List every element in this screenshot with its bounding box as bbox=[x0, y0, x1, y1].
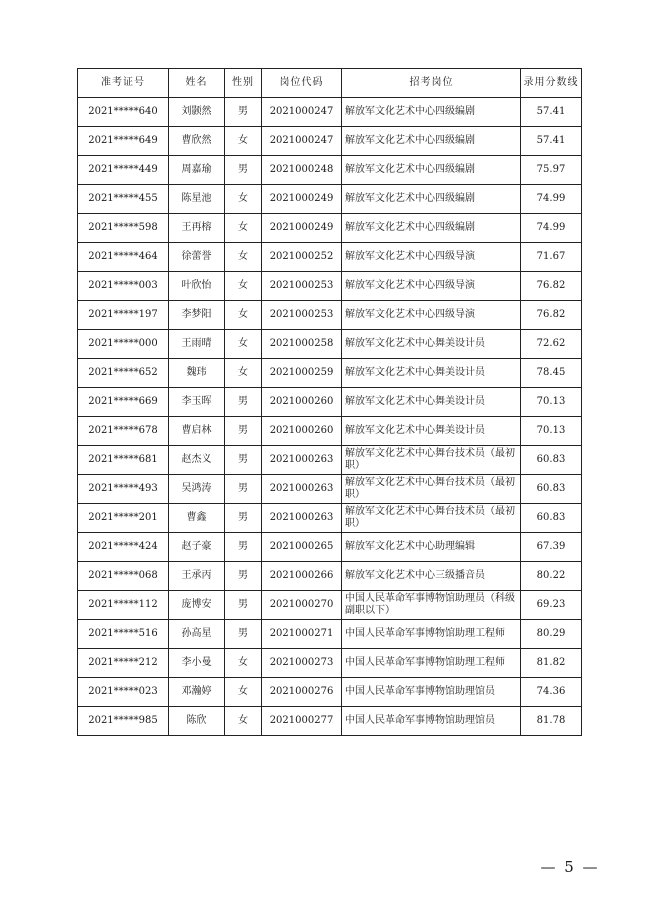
cell-name: 李玉晖 bbox=[169, 388, 225, 417]
cell-score: 60.83 bbox=[521, 446, 582, 475]
cell-gender: 女 bbox=[225, 707, 262, 736]
cell-post-code: 2021000271 bbox=[262, 620, 342, 649]
cell-gender: 男 bbox=[225, 591, 262, 620]
cell-score: 67.39 bbox=[521, 533, 582, 562]
table-row bbox=[78, 562, 582, 591]
cell-post: 解放军文化艺术中心四级编剧 bbox=[342, 127, 521, 156]
cell-score: 81.78 bbox=[521, 707, 582, 736]
cell-score: 74.99 bbox=[521, 214, 582, 243]
cell-post: 解放军文化艺术中心四级导演 bbox=[342, 272, 521, 301]
cell-post: 中国人民革命军事博物馆助理员（科级副职以下） bbox=[342, 591, 521, 620]
cell-name: 邓瀚婷 bbox=[169, 678, 225, 707]
cell-score: 80.29 bbox=[521, 620, 582, 649]
cell-gender: 女 bbox=[225, 214, 262, 243]
cell-post: 解放军文化艺术中心三级播音员 bbox=[342, 562, 521, 591]
cell-gender: 男 bbox=[225, 417, 262, 446]
admission-score-table bbox=[77, 68, 582, 736]
cell-post: 解放军文化艺术中心四级编剧 bbox=[342, 156, 521, 185]
cell-exam-id: 2021*****000 bbox=[78, 330, 169, 359]
header-post: 招考岗位 bbox=[342, 69, 521, 98]
cell-post-code: 2021000253 bbox=[262, 272, 342, 301]
cell-gender: 女 bbox=[225, 678, 262, 707]
cell-exam-id: 2021*****464 bbox=[78, 243, 169, 272]
cell-post: 中国人民革命军事博物馆助理工程师 bbox=[342, 649, 521, 678]
cell-post: 中国人民革命军事博物馆助理馆员 bbox=[342, 678, 521, 707]
cell-name: 曹欣然 bbox=[169, 127, 225, 156]
cell-name: 李梦阳 bbox=[169, 301, 225, 330]
cell-post-code: 2021000270 bbox=[262, 591, 342, 620]
cell-exam-id: 2021*****023 bbox=[78, 678, 169, 707]
cell-exam-id: 2021*****212 bbox=[78, 649, 169, 678]
cell-score: 80.22 bbox=[521, 562, 582, 591]
cell-name: 陈欣 bbox=[169, 707, 225, 736]
cell-exam-id: 2021*****003 bbox=[78, 272, 169, 301]
cell-post-code: 2021000263 bbox=[262, 475, 342, 504]
table-row bbox=[78, 388, 582, 417]
cell-gender: 男 bbox=[225, 562, 262, 591]
table-row bbox=[78, 678, 582, 707]
table-row bbox=[78, 591, 582, 620]
cell-exam-id: 2021*****681 bbox=[78, 446, 169, 475]
header-score-line: 录用分数线 bbox=[521, 69, 582, 98]
cell-post-code: 2021000247 bbox=[262, 98, 342, 127]
cell-post-code: 2021000248 bbox=[262, 156, 342, 185]
cell-exam-id: 2021*****652 bbox=[78, 359, 169, 388]
cell-gender: 女 bbox=[225, 649, 262, 678]
cell-exam-id: 2021*****516 bbox=[78, 620, 169, 649]
cell-name: 王雨晴 bbox=[169, 330, 225, 359]
cell-gender: 女 bbox=[225, 243, 262, 272]
cell-post-code: 2021000273 bbox=[262, 649, 342, 678]
cell-exam-id: 2021*****985 bbox=[78, 707, 169, 736]
cell-gender: 女 bbox=[225, 127, 262, 156]
cell-name: 王承丙 bbox=[169, 562, 225, 591]
cell-exam-id: 2021*****449 bbox=[78, 156, 169, 185]
cell-exam-id: 2021*****649 bbox=[78, 127, 169, 156]
cell-post-code: 2021000259 bbox=[262, 359, 342, 388]
cell-name: 徐蕾誉 bbox=[169, 243, 225, 272]
cell-post: 解放军文化艺术中心舞美设计员 bbox=[342, 359, 521, 388]
cell-post-code: 2021000249 bbox=[262, 185, 342, 214]
table-row bbox=[78, 707, 582, 736]
cell-exam-id: 2021*****669 bbox=[78, 388, 169, 417]
cell-gender: 女 bbox=[225, 185, 262, 214]
cell-name: 曹启林 bbox=[169, 417, 225, 446]
table-row bbox=[78, 533, 582, 562]
cell-gender: 男 bbox=[225, 388, 262, 417]
cell-score: 60.83 bbox=[521, 504, 582, 533]
cell-gender: 男 bbox=[225, 533, 262, 562]
cell-post-code: 2021000252 bbox=[262, 243, 342, 272]
table-row bbox=[78, 243, 582, 272]
cell-name: 曹鑫 bbox=[169, 504, 225, 533]
cell-post: 中国人民革命军事博物馆助理工程师 bbox=[342, 620, 521, 649]
cell-post: 解放军文化艺术中心舞美设计员 bbox=[342, 330, 521, 359]
cell-gender: 女 bbox=[225, 301, 262, 330]
table-row bbox=[78, 98, 582, 127]
table-row bbox=[78, 127, 582, 156]
table-row bbox=[78, 156, 582, 185]
cell-post-code: 2021000263 bbox=[262, 446, 342, 475]
cell-post: 解放军文化艺术中心四级导演 bbox=[342, 243, 521, 272]
header-name: 姓名 bbox=[169, 69, 225, 98]
cell-exam-id: 2021*****424 bbox=[78, 533, 169, 562]
cell-post: 解放军文化艺术中心舞台技术员（最初职） bbox=[342, 475, 521, 504]
cell-gender: 男 bbox=[225, 446, 262, 475]
table-row bbox=[78, 359, 582, 388]
cell-exam-id: 2021*****112 bbox=[78, 591, 169, 620]
cell-gender: 女 bbox=[225, 272, 262, 301]
header-gender: 性别 bbox=[225, 69, 262, 98]
cell-name: 孙高星 bbox=[169, 620, 225, 649]
cell-post: 解放军文化艺术中心舞美设计员 bbox=[342, 388, 521, 417]
cell-score: 69.23 bbox=[521, 591, 582, 620]
cell-name: 赵子豪 bbox=[169, 533, 225, 562]
cell-name: 魏玮 bbox=[169, 359, 225, 388]
cell-post-code: 2021000263 bbox=[262, 504, 342, 533]
cell-score: 70.13 bbox=[521, 388, 582, 417]
cell-name: 陈星池 bbox=[169, 185, 225, 214]
table-row bbox=[78, 185, 582, 214]
table-row bbox=[78, 475, 582, 504]
cell-score: 78.45 bbox=[521, 359, 582, 388]
table-row bbox=[78, 417, 582, 446]
cell-gender: 男 bbox=[225, 156, 262, 185]
cell-post: 解放军文化艺术中心舞台技术员（最初职） bbox=[342, 446, 521, 475]
cell-score: 72.62 bbox=[521, 330, 582, 359]
cell-post: 解放军文化艺术中心助理编辑 bbox=[342, 533, 521, 562]
cell-name: 刘颢然 bbox=[169, 98, 225, 127]
cell-gender: 女 bbox=[225, 359, 262, 388]
header-exam-id: 准考证号 bbox=[78, 69, 169, 98]
cell-post-code: 2021000277 bbox=[262, 707, 342, 736]
cell-score: 74.36 bbox=[521, 678, 582, 707]
cell-post: 解放军文化艺术中心四级编剧 bbox=[342, 185, 521, 214]
cell-post-code: 2021000258 bbox=[262, 330, 342, 359]
cell-post: 解放军文化艺术中心舞美设计员 bbox=[342, 417, 521, 446]
cell-gender: 男 bbox=[225, 98, 262, 127]
cell-name: 庞博安 bbox=[169, 591, 225, 620]
cell-score: 76.82 bbox=[521, 272, 582, 301]
table-row bbox=[78, 649, 582, 678]
cell-exam-id: 2021*****493 bbox=[78, 475, 169, 504]
cell-post-code: 2021000265 bbox=[262, 533, 342, 562]
cell-score: 75.97 bbox=[521, 156, 582, 185]
cell-exam-id: 2021*****068 bbox=[78, 562, 169, 591]
cell-name: 吴鸿涛 bbox=[169, 475, 225, 504]
cell-post-code: 2021000260 bbox=[262, 388, 342, 417]
cell-score: 71.67 bbox=[521, 243, 582, 272]
table-row bbox=[78, 330, 582, 359]
cell-post: 解放军文化艺术中心四级编剧 bbox=[342, 214, 521, 243]
table-row bbox=[78, 620, 582, 649]
cell-score: 74.99 bbox=[521, 185, 582, 214]
cell-post-code: 2021000253 bbox=[262, 301, 342, 330]
cell-score: 57.41 bbox=[521, 98, 582, 127]
cell-exam-id: 2021*****678 bbox=[78, 417, 169, 446]
header-post-code: 岗位代码 bbox=[262, 69, 342, 98]
cell-exam-id: 2021*****201 bbox=[78, 504, 169, 533]
cell-name: 王再榕 bbox=[169, 214, 225, 243]
table-row bbox=[78, 446, 582, 475]
cell-gender: 男 bbox=[225, 504, 262, 533]
cell-score: 60.83 bbox=[521, 475, 582, 504]
cell-gender: 男 bbox=[225, 620, 262, 649]
cell-score: 57.41 bbox=[521, 127, 582, 156]
cell-post: 解放军文化艺术中心四级导演 bbox=[342, 301, 521, 330]
cell-score: 76.82 bbox=[521, 301, 582, 330]
cell-exam-id: 2021*****455 bbox=[78, 185, 169, 214]
cell-post-code: 2021000249 bbox=[262, 214, 342, 243]
cell-post-code: 2021000247 bbox=[262, 127, 342, 156]
cell-gender: 男 bbox=[225, 475, 262, 504]
table-row bbox=[78, 504, 582, 533]
cell-score: 70.13 bbox=[521, 417, 582, 446]
cell-post: 解放军文化艺术中心四级编剧 bbox=[342, 98, 521, 127]
cell-post-code: 2021000266 bbox=[262, 562, 342, 591]
cell-post-code: 2021000276 bbox=[262, 678, 342, 707]
cell-exam-id: 2021*****598 bbox=[78, 214, 169, 243]
table-row bbox=[78, 214, 582, 243]
cell-name: 赵杰义 bbox=[169, 446, 225, 475]
cell-name: 叶欣怡 bbox=[169, 272, 225, 301]
cell-name: 周嘉瑜 bbox=[169, 156, 225, 185]
table-header-row bbox=[78, 69, 582, 98]
cell-post: 中国人民革命军事博物馆助理馆员 bbox=[342, 707, 521, 736]
page-number: — 5 — bbox=[540, 858, 600, 876]
cell-gender: 女 bbox=[225, 330, 262, 359]
cell-exam-id: 2021*****640 bbox=[78, 98, 169, 127]
cell-exam-id: 2021*****197 bbox=[78, 301, 169, 330]
table-row bbox=[78, 272, 582, 301]
cell-score: 81.82 bbox=[521, 649, 582, 678]
cell-name: 李小曼 bbox=[169, 649, 225, 678]
cell-post-code: 2021000260 bbox=[262, 417, 342, 446]
cell-post: 解放军文化艺术中心舞台技术员（最初职） bbox=[342, 504, 521, 533]
table-row bbox=[78, 301, 582, 330]
